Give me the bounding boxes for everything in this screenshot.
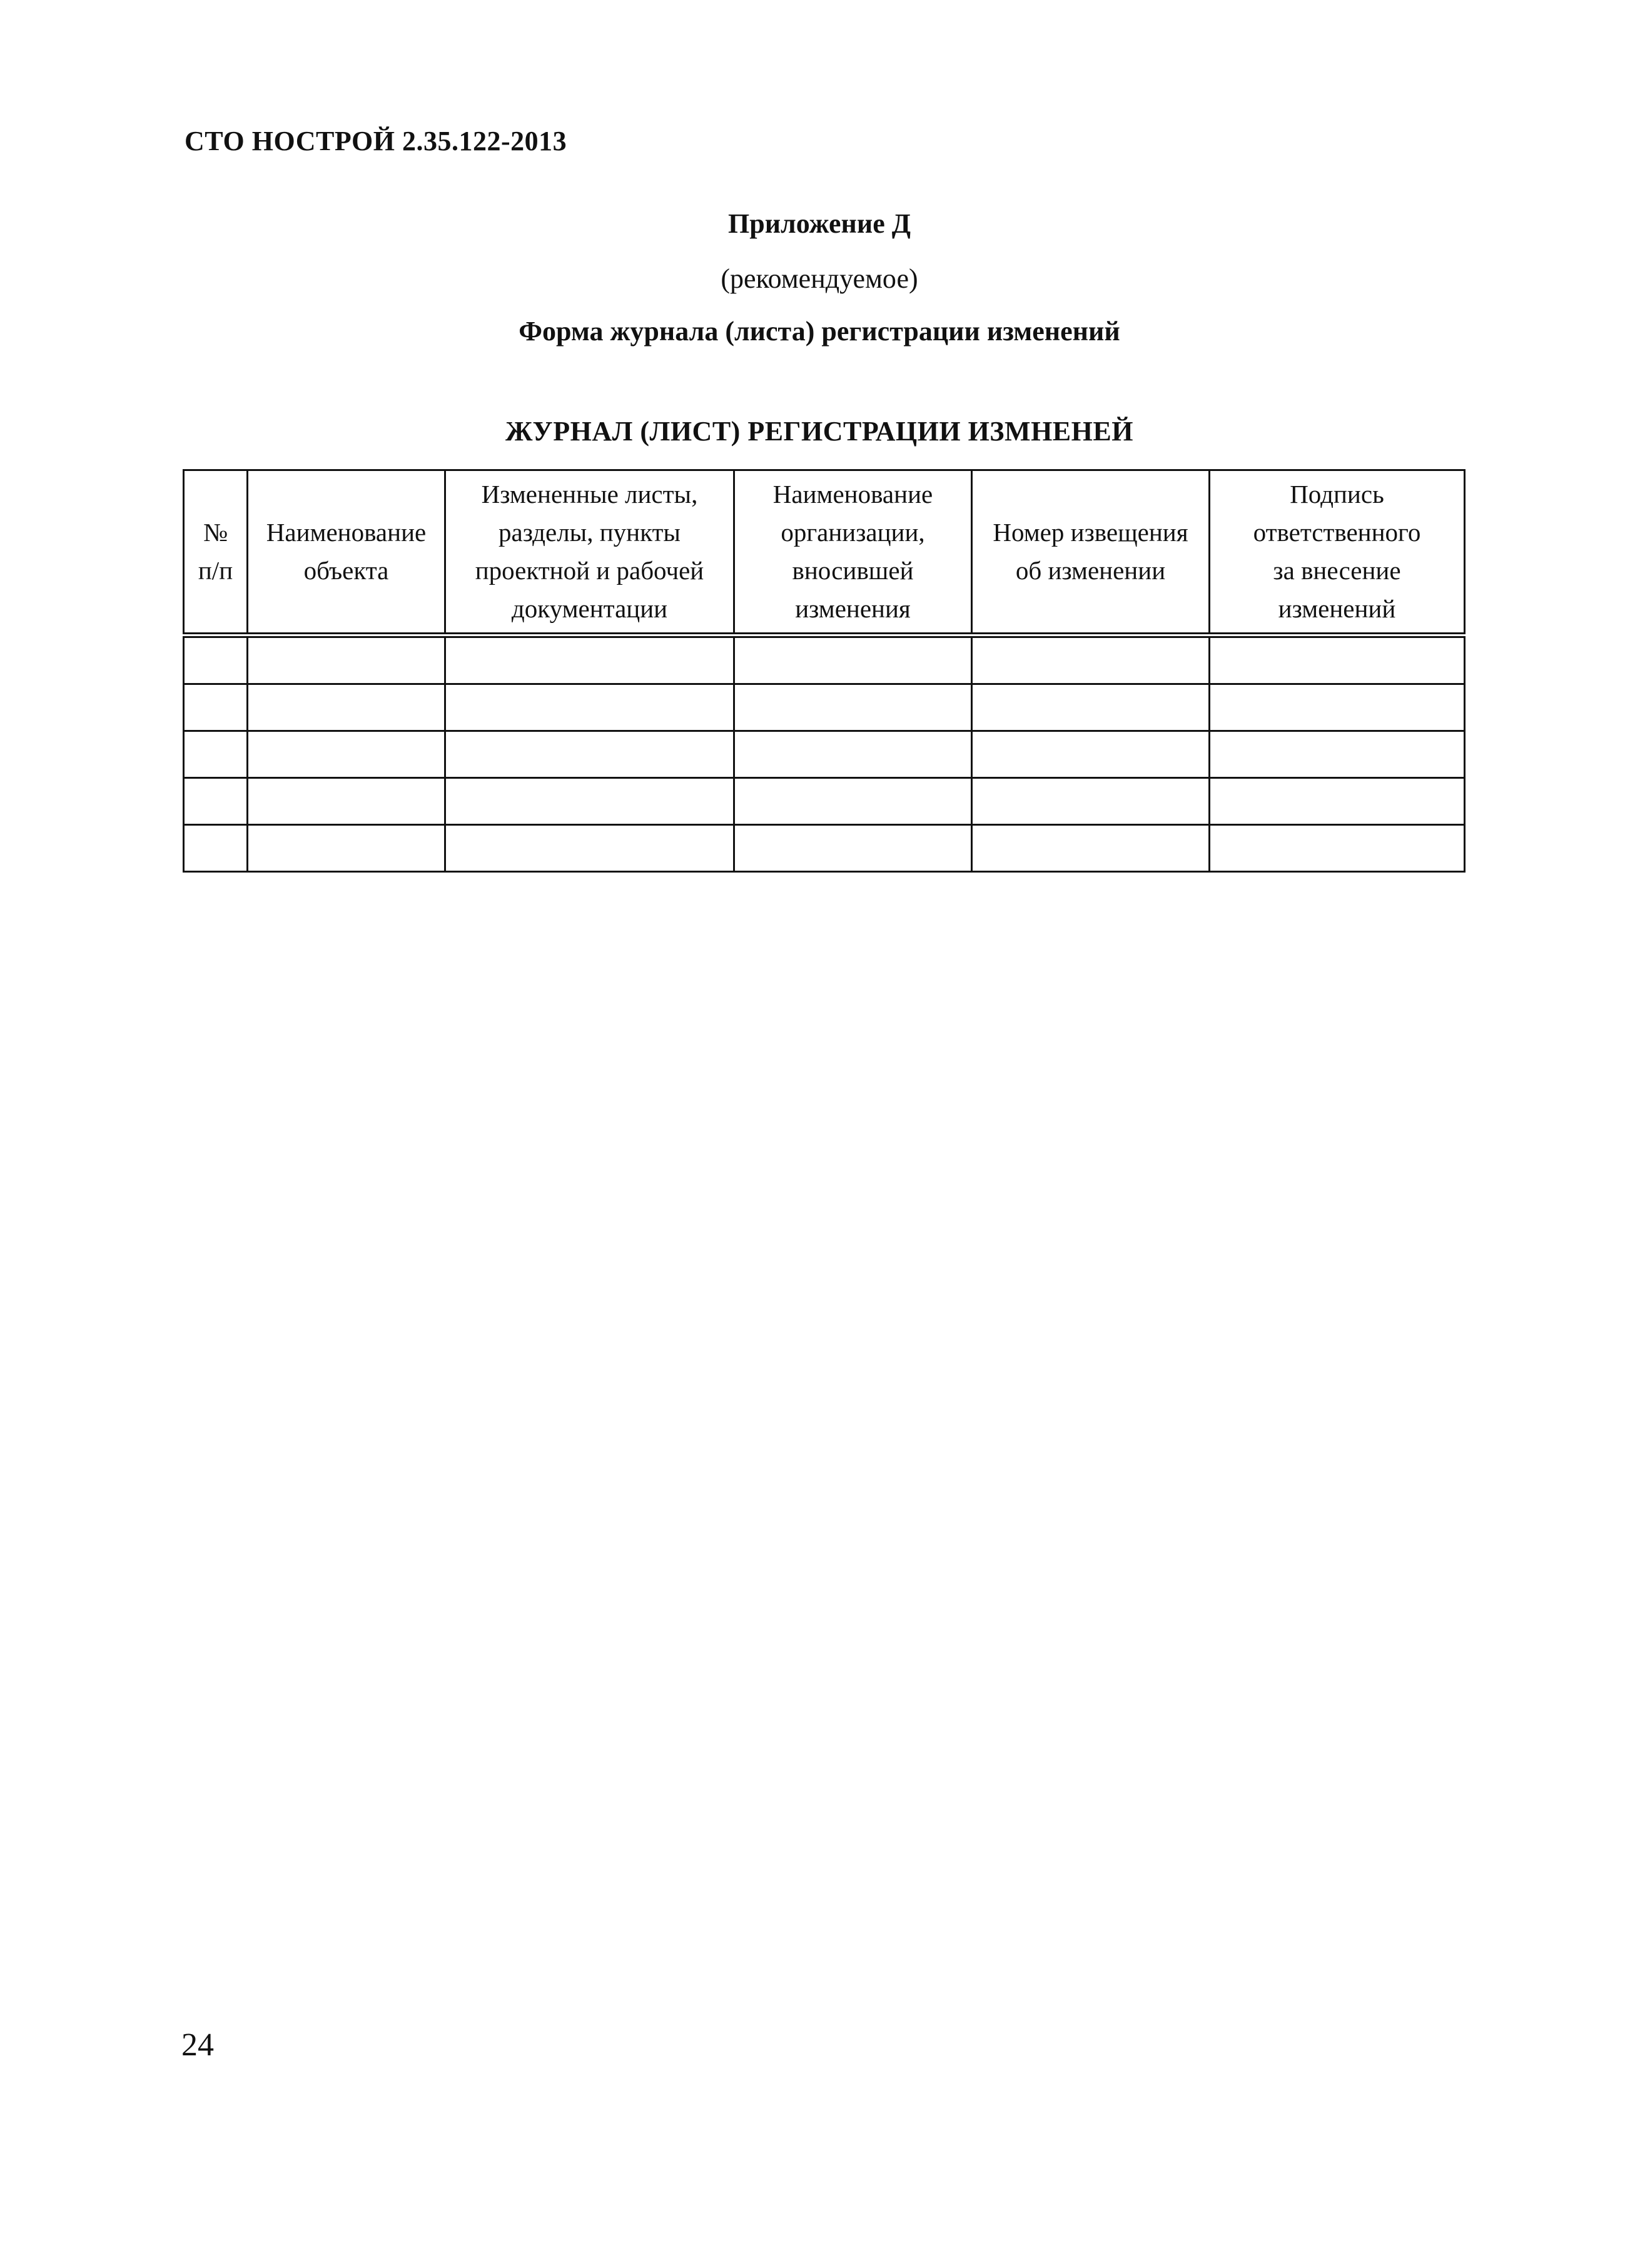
- journal-table: [183, 469, 1466, 873]
- table-cell: [734, 825, 972, 872]
- table-cell: [445, 635, 734, 684]
- table-header-row: [184, 470, 1465, 635]
- table-cell: [184, 731, 248, 778]
- table-cell: [1210, 684, 1465, 731]
- table-cell: [734, 635, 972, 684]
- appendix-status: (рекомендуемое): [721, 263, 918, 294]
- journal-table-body: [184, 635, 1465, 872]
- table-cell: [248, 635, 445, 684]
- table-cell: [445, 684, 734, 731]
- table-cell: [1210, 635, 1465, 684]
- table-cell: [972, 731, 1210, 778]
- table-cell: [445, 778, 734, 825]
- table-cell: [248, 825, 445, 872]
- table-row: [184, 778, 1465, 825]
- table-cell: [248, 684, 445, 731]
- column-header-signature: Подпись ответственного за внесение изменений: [1210, 470, 1465, 635]
- table-cell: [184, 684, 248, 731]
- form-title: Форма журнала (листа) регистрации изменений: [519, 316, 1120, 347]
- table-cell: [734, 778, 972, 825]
- table-cell: [1210, 731, 1465, 778]
- column-header-object-name: Наименование объекта: [248, 470, 445, 635]
- table-cell: [734, 684, 972, 731]
- table-row: [184, 684, 1465, 731]
- column-header-number: № п/п: [184, 470, 248, 635]
- table-cell: [248, 731, 445, 778]
- table-row: [184, 731, 1465, 778]
- appendix-title: Приложение Д: [728, 208, 911, 239]
- table-cell: [445, 825, 734, 872]
- table-cell: [248, 778, 445, 825]
- table-row: [184, 635, 1465, 684]
- column-header-notice-number: Номер извещения об изменении: [972, 470, 1210, 635]
- page-number: 24: [181, 2027, 214, 2063]
- table-cell: [972, 635, 1210, 684]
- document-code: СТО НОСТРОЙ 2.35.122-2013: [185, 126, 567, 156]
- table-cell: [972, 825, 1210, 872]
- table-cell: [972, 778, 1210, 825]
- table-cell: [972, 684, 1210, 731]
- table-row: [184, 825, 1465, 872]
- table-cell: [445, 731, 734, 778]
- table-cell: [1210, 825, 1465, 872]
- column-header-changed-sheets: Измененные листы, разделы, пункты проектной и рабочей документации: [445, 470, 734, 635]
- journal-title: ЖУРНАЛ (ЛИСТ) РЕГИСТРАЦИИ ИЗМНЕНЕЙ: [505, 416, 1133, 447]
- table-cell: [184, 635, 248, 684]
- column-header-organization: Наименование организации, вносившей изменения: [734, 470, 972, 635]
- table-cell: [184, 825, 248, 872]
- table-cell: [1210, 778, 1465, 825]
- table-cell: [184, 778, 248, 825]
- table-cell: [734, 731, 972, 778]
